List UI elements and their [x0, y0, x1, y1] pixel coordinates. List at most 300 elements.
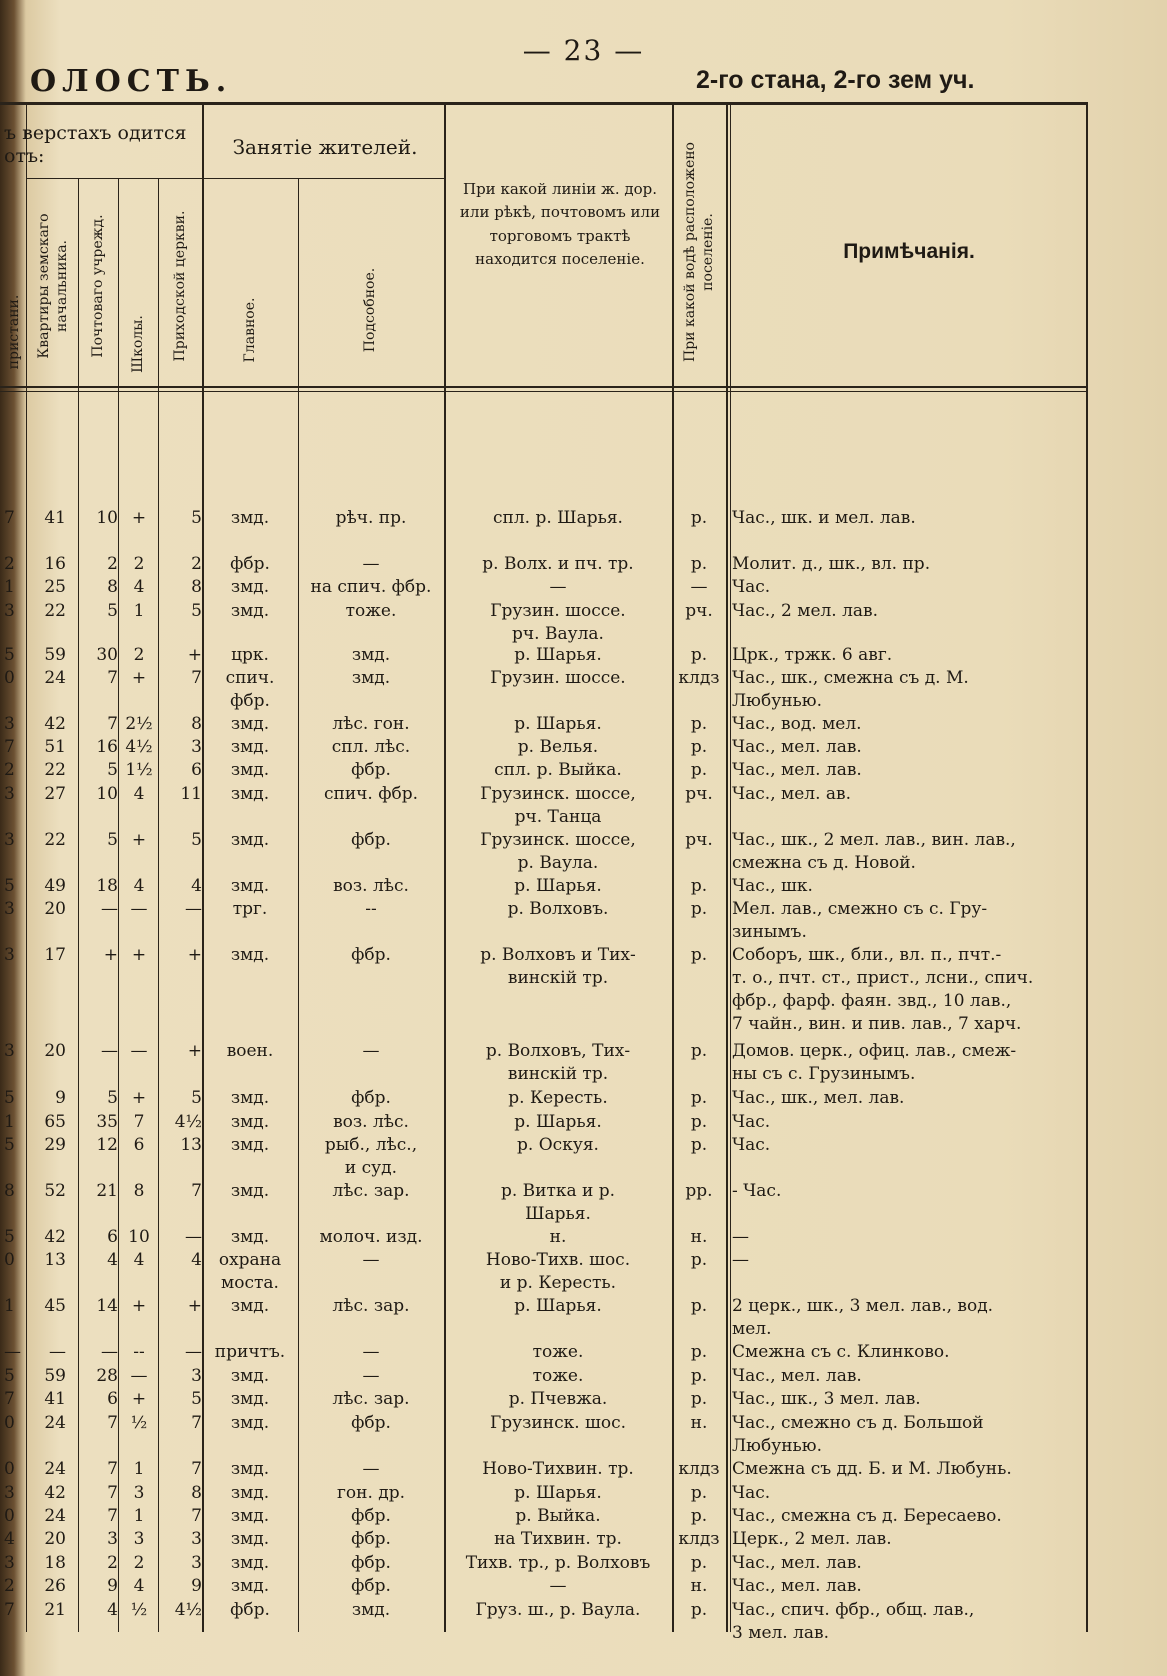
- cell-pochtovago: 6: [107, 1227, 118, 1247]
- shkoly-header: Школы.: [129, 315, 146, 373]
- cell-water: р.: [690, 1600, 708, 1620]
- cell-pristani: 2: [4, 760, 15, 780]
- cell-water: р.: [690, 1506, 708, 1526]
- cell-tserkvi: 7: [191, 1413, 202, 1433]
- cell-line-cont: р. Ваула.: [517, 853, 599, 873]
- cell-pristani: 1: [4, 577, 15, 597]
- cell-water: р.: [690, 737, 708, 757]
- cell-podsobnoe: фбр.: [351, 1413, 391, 1433]
- cell-shkoly: 6: [133, 1135, 145, 1155]
- cell-shkoly: 1: [133, 1459, 145, 1479]
- cell-pochtovago: 4: [107, 1600, 118, 1620]
- table-top-rule: [0, 102, 1088, 105]
- table-row: [0, 737, 1167, 761]
- cell-podsobnoe: фбр.: [351, 1088, 391, 1108]
- notes-continuation: [0, 853, 1167, 875]
- cell-notes: —: [732, 1250, 749, 1270]
- cell-glavnoe: змд.: [230, 577, 270, 597]
- cell-podsobnoe: фбр.: [351, 760, 391, 780]
- cell-pochtovago: —: [101, 1342, 118, 1362]
- glavnoe-header: Главное.: [241, 297, 258, 363]
- cell-notes: Час., мел. лав.: [732, 760, 862, 780]
- table-row: [0, 601, 1167, 625]
- cell-water: рч.: [685, 784, 713, 804]
- cell-notes: Час., мел. лав.: [732, 1553, 862, 1573]
- cell-tserkvi: 2: [191, 554, 202, 574]
- cell-shkoly: +: [131, 1296, 147, 1316]
- cell-tserkvi: 7: [191, 1181, 202, 1201]
- cell-water: н.: [690, 1576, 708, 1596]
- cell-water: клдз: [678, 1529, 720, 1549]
- cell-glavnoe: змд.: [230, 830, 270, 850]
- cell-glavnoe: змд.: [230, 1413, 270, 1433]
- cell-glavnoe: фбр.: [230, 1600, 270, 1620]
- row-continuation: [0, 1158, 1167, 1180]
- cell-kvartiry: 24: [44, 1459, 66, 1479]
- cell-pristani: 1: [4, 1112, 15, 1132]
- cell-kvartiry: 45: [44, 1296, 66, 1316]
- cell-line: Грузин. шоссе.: [490, 668, 626, 688]
- table-row: [0, 1389, 1167, 1413]
- cell-podsobnoe-cont: и суд.: [344, 1158, 398, 1178]
- cell-notes-cont: ны съ с. Грузинымъ.: [732, 1064, 916, 1084]
- table-row: [0, 1506, 1167, 1530]
- cell-notes: Час.: [732, 577, 771, 597]
- cell-water: р.: [690, 1112, 708, 1132]
- cell-glavnoe: спич.: [225, 668, 275, 688]
- cell-tserkvi: —: [185, 899, 202, 919]
- table-row: [0, 714, 1167, 738]
- cell-line: р. Выйка.: [515, 1506, 601, 1526]
- cell-line: —: [549, 1576, 567, 1596]
- cell-kvartiry: 25: [44, 577, 66, 597]
- cell-water: н.: [690, 1227, 708, 1247]
- cell-shkoly: 4: [133, 784, 145, 804]
- cell-pristani: 5: [4, 1366, 15, 1386]
- cell-pristani: 7: [4, 508, 15, 528]
- cell-pochtovago: 7: [107, 1459, 118, 1479]
- cell-pochtovago: 7: [107, 1483, 118, 1503]
- cell-water: клдз: [678, 668, 720, 688]
- cell-glavnoe: причтъ.: [214, 1342, 286, 1362]
- cell-pristani: 3: [4, 1553, 15, 1573]
- cell-podsobnoe: фбр.: [351, 830, 391, 850]
- table-row: [0, 1483, 1167, 1507]
- cell-notes: Мел. лав., смежно съ с. Гру-: [732, 899, 988, 919]
- table-row: [0, 1088, 1167, 1112]
- cell-pristani: 0: [4, 1413, 15, 1433]
- cell-podsobnoe: —: [362, 1342, 380, 1362]
- cell-water: —: [690, 577, 708, 597]
- cell-notes: Час., шк.: [732, 876, 813, 896]
- cell-notes: Црк., тржк. 6 авг.: [732, 645, 893, 665]
- cell-notes: Час., мел. лав.: [732, 1576, 862, 1596]
- cell-line: Грузинск. шос.: [490, 1413, 626, 1433]
- cell-kvartiry: 27: [44, 784, 66, 804]
- cell-tserkvi: —: [185, 1342, 202, 1362]
- cell-water: р.: [690, 1366, 708, 1386]
- cell-pochtovago: 10: [96, 508, 118, 528]
- notes-continuation: [0, 1319, 1167, 1341]
- cell-pochtovago: 5: [107, 1088, 118, 1108]
- cell-shkoly: 3: [133, 1529, 145, 1549]
- cell-line: спл. р. Выйка.: [494, 760, 622, 780]
- cell-pristani: 8: [4, 1181, 15, 1201]
- table-row: [0, 1576, 1167, 1600]
- cell-notes: 2 церк., шк., 3 мел. лав., вод.: [732, 1296, 994, 1316]
- cell-podsobnoe: рѣч. пр.: [335, 508, 407, 528]
- cell-water: р.: [690, 645, 708, 665]
- podsobnoe-header: Подсобное.: [361, 267, 378, 353]
- cell-kvartiry: —: [49, 1342, 66, 1362]
- cell-tserkvi: 9: [191, 1576, 202, 1596]
- cell-glavnoe: змд.: [230, 945, 270, 965]
- cell-notes: Час., шк., 3 мел. лав.: [732, 1389, 921, 1409]
- cell-notes: Час., мел. лав.: [732, 1366, 862, 1386]
- cell-line-cont: винскій тр.: [507, 968, 609, 988]
- cell-shkoly: —: [130, 1041, 148, 1061]
- cell-water: р.: [690, 945, 708, 965]
- cell-pochtovago: 7: [107, 1506, 118, 1526]
- cell-tserkvi: 4: [191, 876, 202, 896]
- cell-tserkvi: 5: [191, 601, 202, 621]
- cell-shkoly: +: [131, 508, 147, 528]
- cell-pristani: 0: [4, 1506, 15, 1526]
- row-continuation: [0, 1204, 1167, 1226]
- notes-continuation: [0, 991, 1167, 1013]
- table-row: [0, 899, 1167, 923]
- cell-podsobnoe: --: [365, 899, 377, 919]
- cell-notes: Час., спич. фбр., общ. лав.,: [732, 1600, 975, 1620]
- table-row: [0, 1413, 1167, 1437]
- cell-shkoly: —: [130, 899, 148, 919]
- cell-glavnoe: змд.: [230, 1296, 270, 1316]
- cell-notes-cont: 7 чайн., вин. и пив. лав., 7 харч.: [732, 1014, 1022, 1034]
- cell-glavnoe: охрана: [218, 1250, 282, 1270]
- cell-kvartiry: 59: [44, 1366, 66, 1386]
- cell-glavnoe: змд.: [230, 1576, 270, 1596]
- cell-shkoly: +: [131, 668, 147, 688]
- cell-kvartiry: 22: [44, 760, 66, 780]
- line-header: При какой линіи ж. дор. или рѣкѣ, почтовомъ или торговомъ трактѣ находится поселеніе.: [459, 180, 661, 268]
- cell-water: р.: [690, 1296, 708, 1316]
- cell-kvartiry: 65: [44, 1112, 66, 1132]
- cell-glavnoe: змд.: [230, 1181, 270, 1201]
- cell-shkoly: 2: [133, 1553, 145, 1573]
- cell-line: тоже.: [532, 1342, 584, 1362]
- cell-pochtovago: 14: [96, 1296, 118, 1316]
- cell-line: р. Шарья.: [514, 876, 602, 896]
- cell-notes: Час., шк., смежна съ д. М.: [732, 668, 969, 688]
- table-row: [0, 945, 1167, 969]
- cell-line: на Тихвин. тр.: [494, 1529, 622, 1549]
- header-bottom-rule-2: [0, 391, 1088, 392]
- cell-pochtovago: 3: [107, 1529, 118, 1549]
- cell-kvartiry: 24: [44, 1506, 66, 1526]
- cell-glavnoe: фбр.: [230, 554, 270, 574]
- cell-glavnoe: змд.: [230, 1088, 270, 1108]
- cell-notes-cont: 3 мел. лав.: [732, 1623, 830, 1643]
- cell-notes: Час., смежна съ д. Бересаево.: [732, 1506, 1002, 1526]
- cell-podsobnoe: фбр.: [351, 945, 391, 965]
- cell-notes-cont: Любунью.: [732, 1436, 823, 1456]
- table-row: [0, 554, 1167, 578]
- cell-water: р.: [690, 1088, 708, 1108]
- cell-shkoly: 8: [133, 1181, 145, 1201]
- cell-notes: Час., смежно съ д. Большой: [732, 1413, 984, 1433]
- cell-pochtovago: 10: [96, 784, 118, 804]
- cell-water: р.: [690, 760, 708, 780]
- cell-glavnoe-cont: фбр.: [230, 691, 270, 711]
- cell-tserkvi: —: [185, 1227, 202, 1247]
- cell-water: клдз: [678, 1459, 720, 1479]
- cell-notes: Час., шк. и мел. лав.: [732, 508, 916, 528]
- cell-tserkvi: 5: [191, 830, 202, 850]
- cell-notes: Молит. д., шк., вл. пр.: [732, 554, 931, 574]
- cell-water: р.: [690, 1041, 708, 1061]
- cell-kvartiry: 42: [44, 714, 66, 734]
- page-title-right: 2-го стана, 2-го зем уч.: [696, 66, 975, 94]
- cell-shkoly: +: [131, 830, 147, 850]
- cell-shkoly: 2: [133, 645, 145, 665]
- table-row: [0, 876, 1167, 900]
- table-row: [0, 1041, 1167, 1065]
- cell-glavnoe: црк.: [231, 645, 269, 665]
- cell-podsobnoe: фбр.: [351, 1576, 391, 1596]
- cell-shkoly: 1: [133, 601, 145, 621]
- cell-pochtovago: 21: [96, 1181, 118, 1201]
- cell-podsobnoe: —: [362, 1366, 380, 1386]
- cell-notes-cont: Любунью.: [732, 691, 823, 711]
- cell-line: тоже.: [532, 1366, 584, 1386]
- cell-pristani: 2: [4, 554, 15, 574]
- cell-water: р.: [690, 1389, 708, 1409]
- pochtovago-header: Почтоваго учрежд.: [89, 214, 106, 358]
- cell-water: р.: [690, 554, 708, 574]
- cell-kvartiry: 21: [44, 1600, 66, 1620]
- cell-water: н.: [690, 1413, 708, 1433]
- cell-line: р. Витка и р.: [500, 1181, 616, 1201]
- cell-line: Грузинск. шоссе,: [480, 784, 636, 804]
- cell-notes: Час., мел. ав.: [732, 784, 852, 804]
- cell-pochtovago: 16: [96, 737, 118, 757]
- cell-water: р.: [690, 714, 708, 734]
- cell-pochtovago: 4: [107, 1250, 118, 1270]
- cell-shkoly: +: [131, 945, 147, 965]
- cell-kvartiry: 29: [44, 1135, 66, 1155]
- notes-header: Примѣчанія.: [843, 240, 975, 263]
- cell-pristani: 3: [4, 1483, 15, 1503]
- cell-podsobnoe: гон. др.: [336, 1483, 406, 1503]
- cell-glavnoe: змд.: [230, 1506, 270, 1526]
- cell-kvartiry: 42: [44, 1227, 66, 1247]
- cell-glavnoe-cont: моста.: [221, 1273, 279, 1293]
- cell-pochtovago: 8: [107, 577, 118, 597]
- cell-notes: Час., шк., 2 мел. лав., вин. лав.,: [732, 830, 1016, 850]
- cell-podsobnoe: воз. лѣс.: [333, 1112, 409, 1132]
- notes-continuation: [0, 1014, 1167, 1036]
- cell-tserkvi: 3: [191, 1553, 202, 1573]
- cell-notes-cont: зинымъ.: [732, 922, 807, 942]
- cell-shkoly: --: [133, 1342, 145, 1362]
- cell-pochtovago: 2: [107, 1553, 118, 1573]
- cell-water: рр.: [685, 1181, 713, 1201]
- cell-pristani: 5: [4, 645, 15, 665]
- page-title-left: ОЛОСТЬ.: [30, 64, 233, 99]
- cell-shkoly: 3: [133, 1483, 145, 1503]
- cell-kvartiry: 51: [44, 737, 66, 757]
- cell-notes: Домов. церк., офиц. лав., смеж-: [732, 1041, 1017, 1061]
- cell-tserkvi: 5: [191, 1389, 202, 1409]
- cell-podsobnoe: лѣс. зар.: [332, 1181, 410, 1201]
- cell-pochtovago: —: [101, 1041, 118, 1061]
- cell-glavnoe: змд.: [230, 1135, 270, 1155]
- cell-glavnoe: змд.: [230, 1483, 270, 1503]
- cell-glavnoe: трг.: [232, 899, 268, 919]
- cell-water: р.: [690, 1483, 708, 1503]
- cell-line: н.: [549, 1227, 567, 1247]
- cell-shkoly: 4½: [125, 737, 153, 757]
- cell-shkoly: —: [130, 1366, 148, 1386]
- cell-tserkvi: 4½: [174, 1112, 202, 1132]
- cell-podsobnoe: лѣс. зар.: [332, 1389, 410, 1409]
- cell-pristani: 0: [4, 668, 15, 688]
- cell-podsobnoe: спл. лѣс.: [331, 737, 411, 757]
- cell-shkoly: 10: [128, 1227, 150, 1247]
- cell-pristani: 7: [4, 1389, 15, 1409]
- group-rule: [202, 178, 444, 179]
- cell-glavnoe: змд.: [230, 760, 270, 780]
- cell-tserkvi: 7: [191, 1459, 202, 1479]
- cell-kvartiry: 24: [44, 668, 66, 688]
- cell-pristani: 3: [4, 899, 15, 919]
- cell-notes: Час.: [732, 1135, 771, 1155]
- cell-pristani: 3: [4, 1041, 15, 1061]
- cell-pristani: 5: [4, 1227, 15, 1247]
- cell-tserkvi: +: [187, 1041, 202, 1061]
- group-rule: [26, 178, 202, 179]
- table-row: [0, 760, 1167, 784]
- cell-line: р. Велья.: [517, 737, 599, 757]
- cell-notes-cont: смежна съ д. Новой.: [732, 853, 916, 873]
- cell-glavnoe: змд.: [230, 1529, 270, 1549]
- cell-kvartiry: 52: [44, 1181, 66, 1201]
- table-row: [0, 1459, 1167, 1483]
- cell-glavnoe: змд.: [230, 601, 270, 621]
- cell-kvartiry: 26: [44, 1576, 66, 1596]
- cell-podsobnoe: на спич. фбр.: [310, 577, 432, 597]
- cell-line-cont: и р. Кересть.: [499, 1273, 617, 1293]
- cell-glavnoe: змд.: [230, 1366, 270, 1386]
- cell-shkoly: 4: [133, 1250, 145, 1270]
- cell-podsobnoe: фбр.: [351, 1553, 391, 1573]
- cell-tserkvi: +: [187, 645, 202, 665]
- cell-notes: Церк., 2 мел. лав.: [732, 1529, 892, 1549]
- cell-kvartiry: 41: [44, 1389, 66, 1409]
- cell-water: р.: [690, 876, 708, 896]
- row-continuation: [0, 624, 1167, 646]
- cell-pristani: 3: [4, 830, 15, 850]
- cell-pochtovago: 30: [96, 645, 118, 665]
- cell-glavnoe: змд.: [230, 1112, 270, 1132]
- cell-shkoly: ½: [130, 1600, 148, 1620]
- cell-glavnoe: змд.: [230, 1389, 270, 1409]
- cell-pochtovago: 6: [107, 1389, 118, 1409]
- cell-line: р. Волховъ.: [507, 899, 609, 919]
- cell-line: Ново-Тихв. шос.: [485, 1250, 631, 1270]
- cell-line: р. Шарья.: [514, 714, 602, 734]
- table-row: [0, 784, 1167, 808]
- cell-kvartiry: 42: [44, 1483, 66, 1503]
- cell-pristani: 7: [4, 737, 15, 757]
- cell-line: р. Волховъ, Тих-: [485, 1041, 631, 1061]
- table-row: [0, 668, 1167, 692]
- cell-pochtovago: —: [101, 899, 118, 919]
- cell-shkoly: 7: [133, 1112, 145, 1132]
- notes-continuation: [0, 1064, 1167, 1086]
- prikhodskoy-header: Приходской церкви.: [171, 210, 188, 362]
- cell-kvartiry: 41: [44, 508, 66, 528]
- cell-glavnoe: змд.: [230, 784, 270, 804]
- cell-glavnoe: воен.: [226, 1041, 274, 1061]
- cell-podsobnoe: —: [362, 554, 380, 574]
- cell-pristani: 3: [4, 601, 15, 621]
- cell-line: Грузинск. шоссе,: [480, 830, 636, 850]
- cell-notes: - Час.: [732, 1181, 782, 1201]
- cell-line: р. Пчевжа.: [508, 1389, 608, 1409]
- table-row: [0, 508, 1167, 532]
- cell-tserkvi: 3: [191, 1529, 202, 1549]
- cell-line: р. Оскуя.: [517, 1135, 599, 1155]
- cell-pristani: 5: [4, 1135, 15, 1155]
- cell-line: Тихв. тр., р. Волховъ: [465, 1553, 651, 1573]
- notes-continuation: [0, 922, 1167, 944]
- table-row: [0, 1529, 1167, 1553]
- cell-pochtovago: 7: [107, 668, 118, 688]
- water-header: При какой водѣ расположено поселеніе.: [681, 142, 716, 362]
- cell-kvartiry: 22: [44, 601, 66, 621]
- cell-podsobnoe: лѣс. зар.: [332, 1296, 410, 1316]
- cell-tserkvi: 7: [191, 668, 202, 688]
- cell-kvartiry: 18: [44, 1553, 66, 1573]
- cell-podsobnoe: змд.: [351, 668, 391, 688]
- cell-shkoly: +: [131, 1389, 147, 1409]
- cell-glavnoe: змд.: [230, 737, 270, 757]
- table-row: [0, 1135, 1167, 1159]
- cell-pochtovago: 5: [107, 830, 118, 850]
- cell-shkoly: 1: [133, 1506, 145, 1526]
- table-row: [0, 1181, 1167, 1205]
- cell-shkoly: 1½: [125, 760, 153, 780]
- cell-shkoly: ½: [130, 1413, 148, 1433]
- cell-line: р. Шарья.: [514, 1296, 602, 1316]
- cell-tserkvi: 4½: [174, 1600, 202, 1620]
- cell-line: р. Шарья.: [514, 1483, 602, 1503]
- cell-water: р.: [690, 508, 708, 528]
- cell-notes: Соборъ, шк., бли., вл. п., пчт.-: [732, 945, 1002, 965]
- cell-podsobnoe: молоч. изд.: [319, 1227, 423, 1247]
- cell-water: р.: [690, 1135, 708, 1155]
- cell-kvartiry: 20: [44, 1041, 66, 1061]
- cell-podsobnoe: змд.: [351, 1600, 391, 1620]
- cell-shkoly: 4: [133, 577, 145, 597]
- cell-line-cont: рч. Ваула.: [512, 624, 604, 644]
- cell-water: рч.: [685, 830, 713, 850]
- header-bottom-rule: [0, 386, 1088, 388]
- cell-glavnoe: змд.: [230, 508, 270, 528]
- cell-kvartiry: 16: [44, 554, 66, 574]
- cell-notes: Час., шк., мел. лав.: [732, 1088, 905, 1108]
